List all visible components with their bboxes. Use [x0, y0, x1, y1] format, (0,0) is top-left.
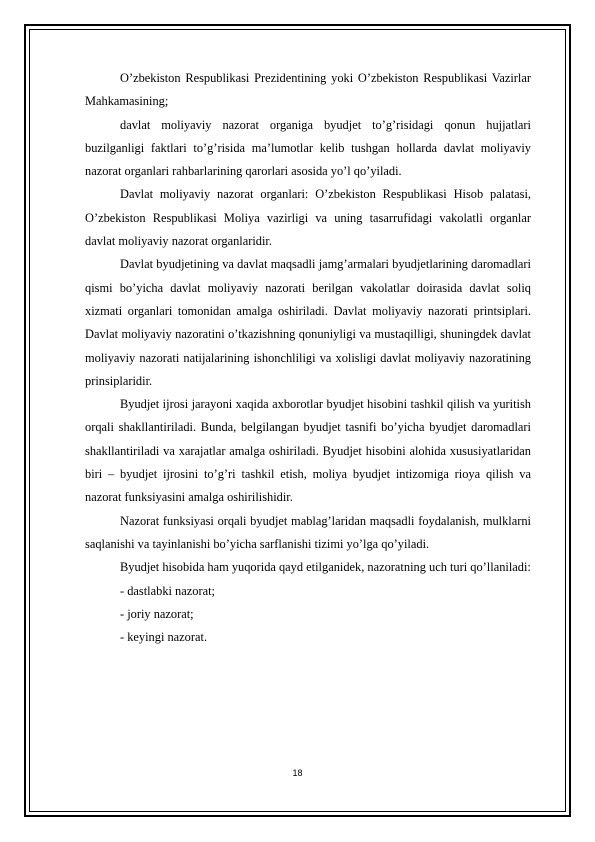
- paragraph-control-types-intro: Byudjet hisobida ham yuqorida qayd etilganidek, nazoratning uch turi qo’llaniladi:: [120, 560, 531, 575]
- paragraph-council-of-ministers: O’zbekiston Respublikasi Prezidentining yoki O’zbekiston Respublikasi Vazirlar Mahkamasining;: [85, 71, 531, 109]
- paragraph-control-function: Nazorat funksiyasi orqali byudjet mablag’laridan maqsadli foydalanish, mulklarni saqlanishi va tayinlanishi bo’yicha sarflanishi tizimi yo’lga qo’yiladi.: [85, 513, 531, 551]
- list-item-subsequent-control: - keyingi nazorat.: [120, 630, 208, 645]
- paragraph-budget-execution: Byudjet ijrosi jarayoni xaqida axborotlar byudjet hisobini tashkil qilish va yuritish orqali shakllantiriladi. Bunda, belgilangan byudjet tasnifi bo’yicha byudjet daromadlari shakllantiriladi va xarajatlar amalga oshiriladi. Byudjet hisobini alohida xususiyatlaridan biri – byudjet ijrosini to’g’ri tashkil etish, moliya byudjet intizomiga rioya qilish va nazorat funksiyasini amalga oshirilishidir.: [85, 397, 531, 505]
- paragraph-violation-facts: davlat moliyaviy nazorat organiga byudjet to’g’risidagi qonun hujjatlari buzilganligi faktlari to’g’risida ma’lumotlar kelib tushgan hollarda davlat moliyaviy nazorat organlari rahbarlarining qarorlari asosida yo’l qo’yiladi.: [85, 117, 531, 179]
- list-item-current-control: - joriy nazorat;: [120, 606, 194, 621]
- paragraph-control-bodies: Davlat moliyaviy nazorat organlari: O’zbekiston Respublikasi Hisob palatasi, O’zbekiston Respublikasi Moliya vazirligi va uning tasarrufidagi vakolatli organlar davlat moliyaviy nazorat organlaridir.: [85, 187, 531, 249]
- document-body: [85, 67, 531, 649]
- list-item-preliminary-control: - dastlabki nazorat;: [120, 583, 215, 598]
- page-number: 18: [292, 768, 303, 778]
- paragraph-revenue-control: Davlat byudjetining va davlat maqsadli jamg’armalari byudjetlarining daromadlari qismi bo’yicha davlat moliyaviy nazorati berilgan vakolatlar doirasida davlat soliq xizmati organlari tomonidan amalga oshiriladi. Davlat moliyaviy nazorati printsiplari. Davlat moliyaviy nazoratini o’tkazishning qonuniyligi va mustaqilligi, shuningdek davlat moliyaviy nazorati natijalarining ishonchliligi va xolisligi davlat moliyaviy nazoratining prinsiplaridir.: [85, 257, 531, 388]
